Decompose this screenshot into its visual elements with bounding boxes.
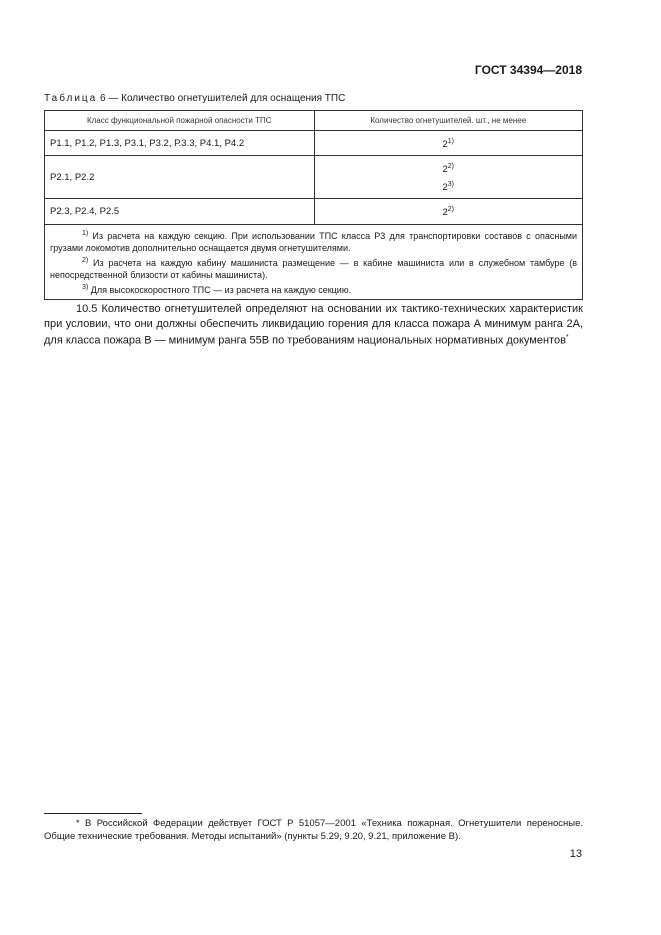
footnote-ref: 2) (447, 163, 455, 171)
quantity-value: 2 (442, 182, 448, 194)
column-header-quantity: Количество огнетушителей. шт., не менее (314, 111, 583, 131)
table-footnote (50, 282, 577, 297)
class-cell: Р1.1, Р1.2, Р1.3, Р3.1, Р3.2, Р.3.3, Р4.1, Р4.2 (45, 131, 315, 156)
quantity-value: 2 (442, 164, 448, 176)
column-header-class: Класс функциональной пожарной опасности ТПС (45, 111, 315, 131)
footnote-ref: 1) (447, 138, 455, 145)
paragraph-10-5 (44, 302, 583, 348)
table-notes-row (45, 224, 583, 300)
quantity-cell (314, 199, 583, 224)
footnote-ref: 3) (447, 181, 455, 189)
quantity-value: 2 (442, 139, 448, 151)
footnote-text: Из расчета на каждую кабину машиниста размещение — в кабине машиниста или в служебном тамбуре (в непосредственной близости от кабины машиниста). (50, 257, 577, 281)
table-header-row (45, 111, 583, 131)
table-row (45, 156, 583, 199)
extinguisher-table (44, 110, 583, 300)
footnote-text: Из расчета на каждую секцию. При использовании ТПС класса Р3 для транспортировки составов с опасными грузами локомотив дополнительно оснащается двумя огнетушителями. (50, 230, 577, 254)
table-row (45, 199, 583, 224)
footnote-ref: * (565, 334, 569, 341)
footnote-mark: 1) (82, 229, 89, 237)
footnote-ref: 2) (447, 206, 455, 214)
footnote-mark: 2) (82, 256, 89, 264)
class-cell: Р2.3, Р2.4, Р2.5 (45, 199, 315, 224)
table-notes-cell (45, 224, 583, 300)
quantity-cell (314, 156, 583, 199)
table-row (45, 131, 583, 156)
page-number: 13 (569, 848, 582, 860)
page-footnote: * В Российской Федерации действует ГОСТ Р 51057—2001 «Техника пожарная. Огнетушители переносные. Общие технические требования. Методы испытаний» (пункты 5.29, 9.20, 9.21, приложение В). (44, 818, 583, 842)
document-code: ГОСТ 34394—2018 (474, 63, 582, 77)
footnote-text: Для высокоскоростного ТПС — из расчета на каждую секцию. (88, 284, 352, 295)
table-caption (44, 93, 345, 104)
footnote-divider (44, 813, 142, 814)
footnote-mark: 3) (82, 283, 89, 291)
table-footnote (50, 228, 577, 255)
table-caption-text: 6 — Количество огнетушителей для оснащения ТПС (97, 93, 346, 104)
class-cell: Р2.1, Р2.2 (45, 156, 315, 199)
quantity-value: 2 (442, 207, 448, 219)
quantity-cell (314, 131, 583, 156)
paragraph-text: 10.5 Количество огнетушителей определяют на основании их тактико-технических характеристик при условии, что они должны обеспечить ликвидацию горения для класса пожара А минимум ранга 2А, для класса пожара В — минимум ранга 55В по требованиям национальных нормативных документов (44, 303, 583, 347)
table-caption-label: Таблица (44, 93, 98, 104)
table-footnote (50, 255, 577, 282)
